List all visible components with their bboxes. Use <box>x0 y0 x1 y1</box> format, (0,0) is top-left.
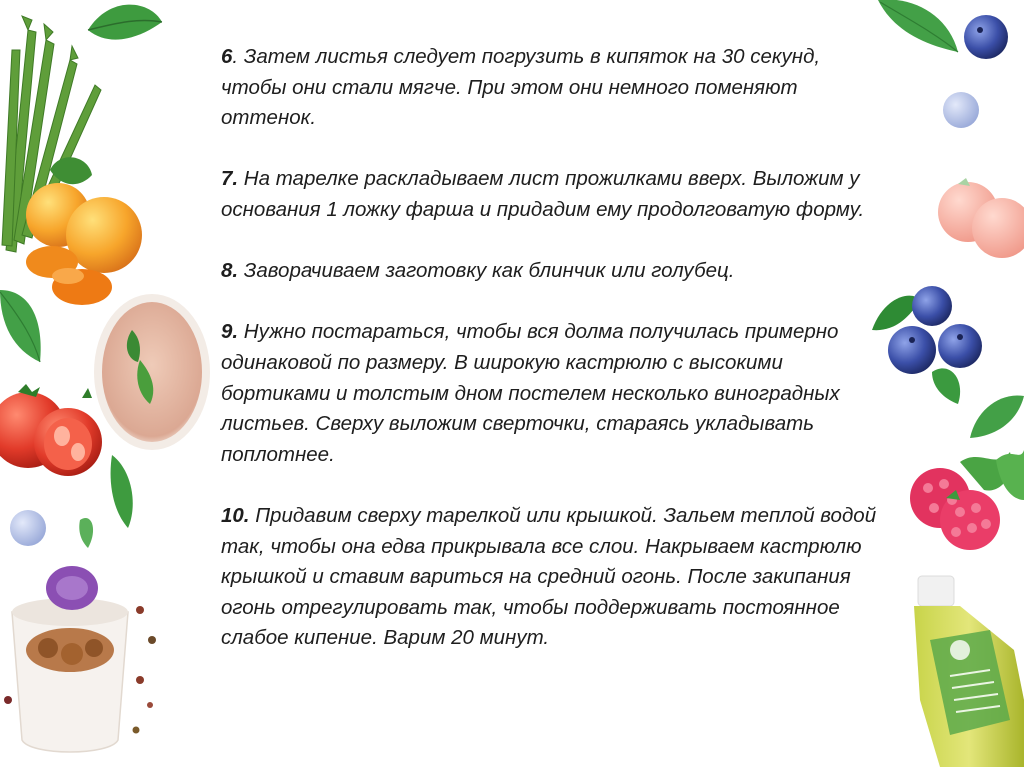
step-number: 9. <box>221 320 239 344</box>
step-10 <box>221 501 881 654</box>
leaf-icon <box>0 290 41 362</box>
step-number: 10. <box>221 503 250 527</box>
cup-icon <box>12 566 128 752</box>
step-6 <box>221 42 881 134</box>
step-text: Заворачиваем заготовку как блинчик или голубец. <box>238 259 735 283</box>
step-8 <box>221 256 881 287</box>
step-9 <box>221 317 881 470</box>
blueberry-icon <box>10 510 46 546</box>
blueberry-icon <box>943 15 1008 128</box>
leaf-icon <box>88 5 162 40</box>
step-number: 8. <box>221 259 239 283</box>
smoothie-bowl-icon <box>94 294 210 450</box>
raspberry-icon <box>910 450 1024 550</box>
blueberry-icon <box>872 286 982 404</box>
step-number: 6 <box>221 45 233 68</box>
tomato-icon <box>938 178 1024 258</box>
step-text: На тарелке раскладываем лист прожилками вверх. Выложим у основания 1 ложку фарша и придадим ему продолговатую форму. <box>221 167 865 221</box>
leaf-icon <box>970 395 1024 438</box>
step-text: Нужно постараться, чтобы вся долма получилась примерно одинаковой по размеру. В широкую кастрюлю с высокими бортиками и толстым дном постелем несколько виноградных листьев. Сверху выложим сверточки, стараясь укладывать поплотнее. <box>221 320 840 466</box>
juice-bottle-icon <box>914 576 1024 767</box>
step-text: Затем листья следует погрузить в кипяток на 30 секунд, чтобы они стали мягче. При этом они немного поменяют оттенок. <box>221 45 821 130</box>
leaf-icon <box>878 0 958 52</box>
step-number: 7. <box>221 167 239 191</box>
step-text: Придавим сверху тарелкой или крышкой. Зальем теплой водой так, чтобы она едва прикрывала все слои. Накрываем кастрюлю крышкой и ставим вариться на средний огонь. После закипания огонь отрегулировать так, чтобы поддерживать постоянное слабое кипение. Варим 20 минут. <box>221 503 877 650</box>
step-separator: . <box>232 45 239 68</box>
tomato-icon <box>0 384 102 476</box>
step-7 <box>221 164 881 225</box>
recipe-steps <box>221 42 881 684</box>
